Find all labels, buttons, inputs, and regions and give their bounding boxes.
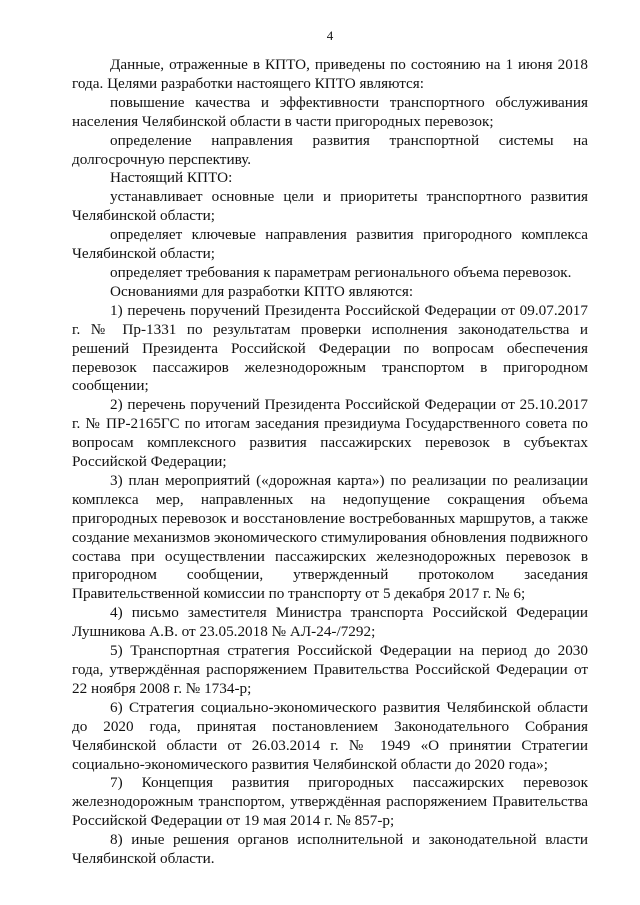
- paragraph-kpto-heading: Настоящий КПТО:: [110, 169, 233, 187]
- paragraph-basis-5: 5) Транспортная стратегия Российской Федерации на период до 2030 года, утверждённая распоряжением Правительства Российской Федерации от 22 ноября 2008 г. № 1734-р;: [72, 642, 588, 697]
- paragraph-intro: Данные, отраженные в КПТО, приведены по состоянию на 1 июня 2018 года. Целями разработки настоящего КПТО являются:: [72, 56, 588, 92]
- page-number: 4: [326, 28, 334, 43]
- paragraph-goal-2: определение направления развития транспортной системы на долгосрочную перспективу.: [72, 131, 588, 168]
- paragraph-basis-4: 4) письмо заместителя Министра транспорта Российской Федерации Лушникова А.В. от 23.05.2018 № АЛ-24-/7292;: [72, 604, 588, 641]
- paragraph-basis-8: 8) иные решения органов исполнительной и законодательной власти Челябинской области.: [72, 831, 588, 868]
- paragraph-basis-2: 2) перечень поручений Президента Российской Федерации от 25.10.2017 г. № ПР-2165ГС по итогам заседания президиума Государственного совета по вопросам комплексного развития пассажирских перевозок в субъектах Российской Федерации;: [72, 396, 588, 471]
- paragraph-goal-1: повышение качества и эффективности транспортного обслуживания населения Челябинской области в части пригородных перевозок;: [72, 93, 588, 130]
- paragraph-basis-3: 3) план мероприятий («дорожная карта») по реализации по реализации комплекса мер, направленных на недопущение сокращения объема пригородных перевозок и восстановление востребованных маршрутов, а также создание механизмов экономического стимулирования обновления подвижного состава при осуществлении пассажирских железнодорожных перевозок в пригородном сообщении, утвержденный протоколом заседания Правительственной комиссии по транспорту от 5 декабря 2017 г. № 6;: [72, 471, 588, 603]
- paragraph-kpto-item-3: определяет требования к параметрам регионального объема перевозок.: [110, 263, 572, 281]
- paragraph-basis-6: 6) Стратегия социально-экономического развития Челябинской области до 2020 года, принятая постановлением Законодательного Собрания Челябинской области от 26.03.2014 г. № 1949 «О принятии Стратегии социально-экономического развития Челябинской области до 2020 года»;: [72, 698, 588, 773]
- paragraph-kpto-item-1: устанавливает основные цели и приоритеты транспортного развития Челябинской области;: [72, 188, 588, 225]
- paragraph-kpto-item-2: определяет ключевые направления развития пригородного комплекса Челябинской области;: [72, 226, 588, 263]
- paragraph-basis-1: 1) перечень поручений Президента Российской Федерации от 09.07.2017 г. № Пр-1331 по результатам проверки исполнения законодательства и решений Президента Российской Федерации по вопросам обеспечения перевозок пассажиров железнодорожным транспортом в пригородном сообщении;: [72, 301, 588, 395]
- paragraph-basis-7: 7) Концепция развития пригородных пассажирских перевозок железнодорожным транспортом, утверждённая распоряжением Правительства Российской Федерации от 19 мая 2014 г. № 857-р;: [72, 774, 588, 830]
- paragraph-basis-heading: Основаниями для разработки КПТО являются:: [110, 282, 414, 300]
